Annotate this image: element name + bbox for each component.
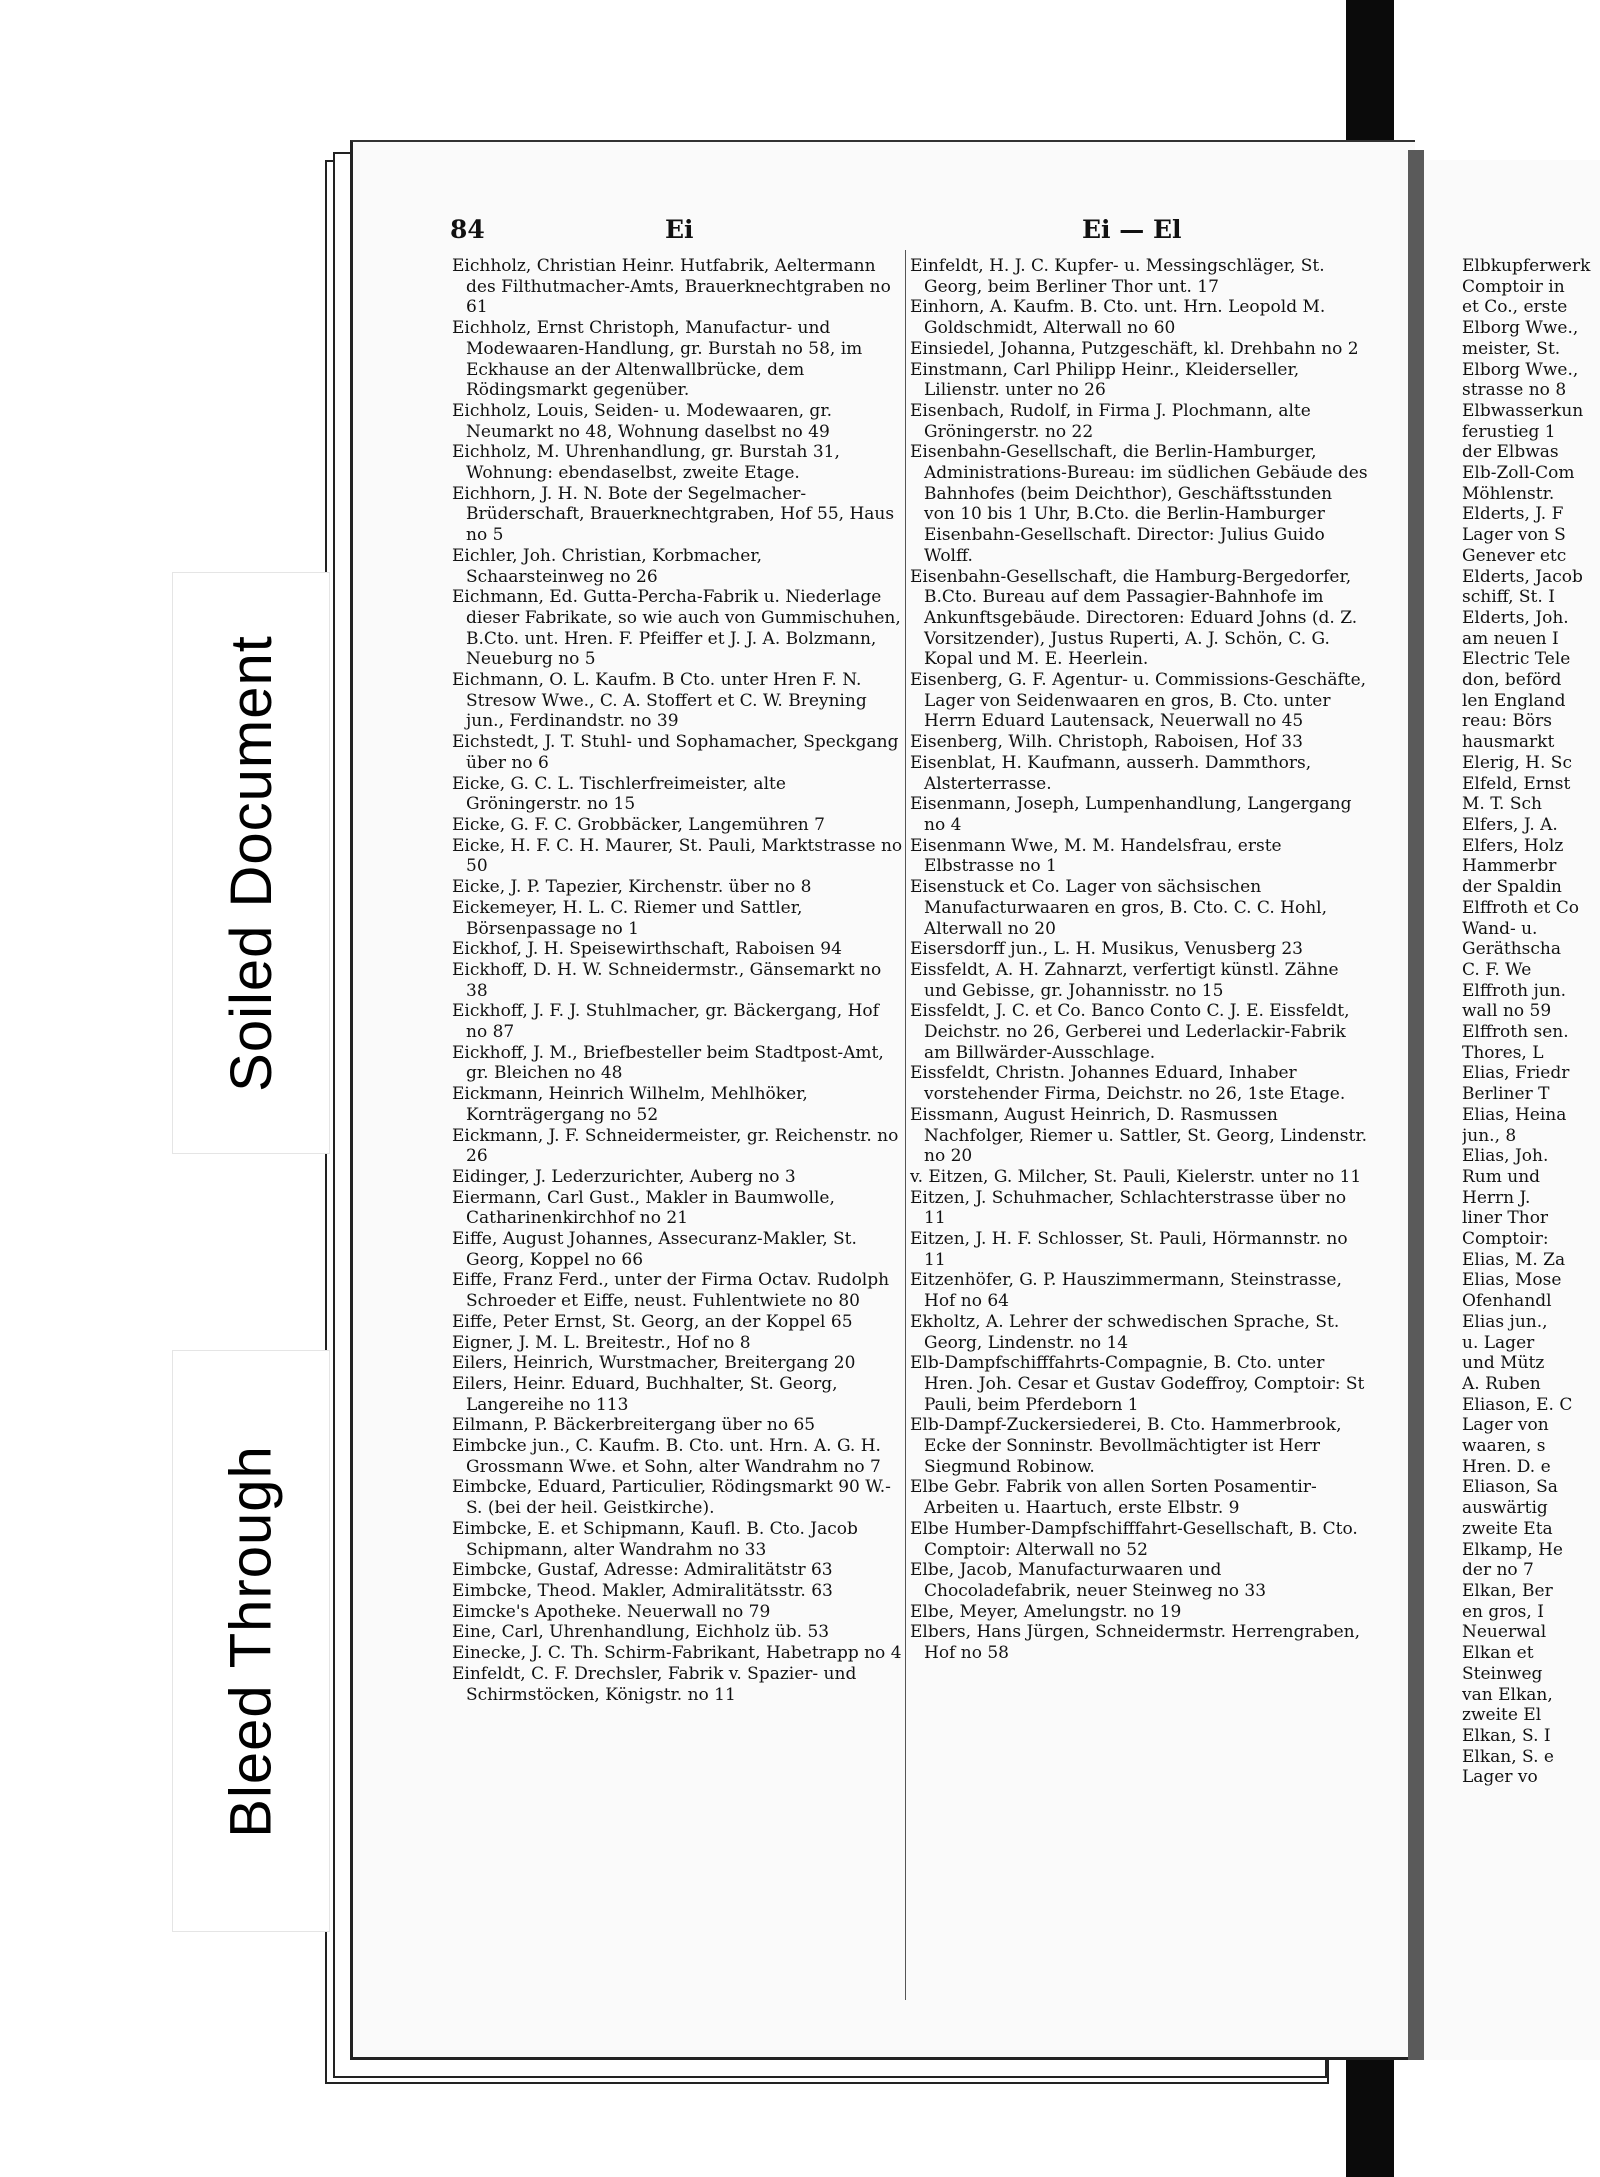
directory-entry: Eliason, E. C: [1462, 1394, 1573, 1415]
directory-entry: am neuen I: [1462, 628, 1559, 649]
book-gutter: [1408, 150, 1424, 2060]
directory-entry: Eidinger, J. Lederzurichter, Auberg no 3: [452, 1166, 796, 1187]
column-divider: [905, 250, 906, 2000]
directory-entry: Eickhof, J. H. Speisewirthschaft, Raboisen 94: [452, 939, 842, 960]
directory-entry: Elfers, J. A.: [1462, 814, 1558, 835]
directory-entry: Elb-Dampfschifffahrts-Compagnie, B. Cto. unter Hren. Joh. Cesar et Gustav Godeffroy, Comptoir: St Pauli, beim Pferdeborn 1: [910, 1353, 1365, 1415]
directory-entry: Einstmann, Carl Philipp Heinr., Kleiderseller, Lilienstr. unter no 26: [910, 359, 1300, 401]
bleed-through-text: Bleed Through: [218, 1444, 284, 1838]
directory-entry: Eisenblat, H. Kaufmann, ausserh. Dammthors, Alsterterrasse.: [910, 752, 1312, 794]
directory-entry: zweite Eta: [1462, 1518, 1553, 1539]
directory-entry: Eisenstuck et Co. Lager von sächsischen Manufacturwaaren en gros, B. Cto. C. C. Hohl, Alterwall no 20: [910, 877, 1327, 939]
directory-entry: Elias, M. Za: [1462, 1249, 1566, 1270]
directory-entry: Eimbcke, Gustaf, Adresse: Admiralitätstr 63: [452, 1560, 833, 1581]
directory-entry: Eiermann, Carl Gust., Makler in Baumwolle, Catharinenkirchhof no 21: [452, 1187, 835, 1229]
directory-entry: v. Eitzen, G. Milcher, St. Pauli, Kielerstr. unter no 11: [910, 1166, 1362, 1187]
directory-entry: Einsiedel, Johanna, Putzgeschäft, kl. Drehbahn no 2: [910, 338, 1359, 359]
directory-entry: Elkan et: [1462, 1643, 1534, 1664]
directory-entry: Geräthscha: [1462, 939, 1562, 960]
directory-entry: Herrn J.: [1462, 1187, 1531, 1208]
directory-entry: Lager von S: [1462, 525, 1566, 546]
directory-entry: Elkan, S. e: [1462, 1746, 1554, 1767]
directory-entry: hausmarkt: [1462, 732, 1555, 753]
directory-entry: A. Ruben: [1462, 1373, 1541, 1394]
directory-entry: Eissfeldt, J. C. et Co. Banco Conto C. J. E. Eissfeldt, Deichstr. no 26, Gerberei und Lederlackir-Fabrik am Billwärder-Ausschlage.: [910, 1001, 1350, 1063]
directory-entry: schiff, St. I: [1462, 587, 1555, 608]
directory-entry: und Mütz: [1462, 1353, 1545, 1374]
bleed-through-label: [172, 1350, 330, 1932]
directory-entry: Eisenbahn-Gesellschaft, die Berlin-Hamburger, Administrations-Bureau: im südlichen Gebäude des Bahnhofes (beim Deichthor), Geschäftsstunden von 10 bis 1 Uhr, B.Cto. die Berlin-Hamburger Eisenbahn-Gesellschaft. Director: Julius Guido Wolff.: [910, 442, 1368, 566]
directory-column-facing-page: [1462, 256, 1600, 1788]
directory-entry: Eimbcke, Eduard, Particulier, Rödingsmarkt 90 W.-S. (bei der heil. Geistkirche).: [452, 1477, 891, 1519]
directory-entry: Electric Tele: [1462, 649, 1571, 670]
directory-entry: Eichholz, Louis, Seiden- u. Modewaaren, gr. Neumarkt no 48, Wohnung daselbst no 49: [452, 400, 832, 442]
directory-entry: Eichholz, M. Uhrenhandlung, gr. Burstah 31, Wohnung: ebendaselbst, zweite Etage.: [452, 442, 840, 484]
directory-entry: der Spaldin: [1462, 877, 1562, 898]
directory-entry: Lager vo: [1462, 1767, 1538, 1788]
directory-entry: Eisersdorff jun., L. H. Musikus, Venusberg 23: [910, 939, 1304, 960]
directory-entry: Eimcke's Apotheke. Neuerwall no 79: [452, 1601, 771, 1622]
scan-edge-shadow-bottom: [1346, 2050, 1394, 2177]
directory-entry: Eigner, J. M. L. Breitestr., Hof no 8: [452, 1332, 751, 1353]
directory-entry: Elias jun.,: [1462, 1311, 1548, 1332]
directory-entry: don, beförd: [1462, 670, 1562, 691]
directory-entry: Elderts, Joh.: [1462, 607, 1569, 628]
directory-entry: Elb-Zoll-Com: [1462, 463, 1575, 484]
directory-entry: Einecke, J. C. Th. Schirm-Fabrikant, Habetrapp no 4: [452, 1643, 902, 1664]
directory-entry: Einhorn, A. Kaufm. B. Cto. unt. Hrn. Leopold M. Goldschmidt, Alterwall no 60: [910, 297, 1326, 339]
directory-entry: Elias, Mose: [1462, 1270, 1562, 1291]
directory-entry: Eichholz, Ernst Christoph, Manufactur- und Modewaaren-Handlung, gr. Burstah no 58, im Eckhause an der Altenwallbrücke, dem Rödingsmarkt gegenüber.: [452, 318, 863, 401]
directory-entry: Eisenmann Wwe, M. M. Handelsfrau, erste Elbstrasse no 1: [910, 835, 1282, 877]
directory-entry: der Elbwas: [1462, 442, 1559, 463]
directory-entry: Einfeldt, C. F. Drechsler, Fabrik v. Spazier- und Schirmstöcken, Königstr. no 11: [452, 1663, 857, 1705]
directory-entry: Eichmann, Ed. Gutta-Percha-Fabrik u. Niederlage dieser Fabrikate, so wie auch von Gummischuhen, B.Cto. unt. Hren. F. Pfeiffer et J. J. A. Bolzmann, Neueburg no 5: [452, 587, 901, 670]
directory-entry: Elffroth sen.: [1462, 1022, 1569, 1043]
directory-column-left: [452, 256, 904, 1705]
directory-entry: Eisenmann, Joseph, Lumpenhandlung, Langergang no 4: [910, 794, 1352, 835]
running-head-right: Ei — El: [1082, 215, 1182, 244]
directory-entry: Steinweg: [1462, 1663, 1543, 1684]
directory-entry: Eisenberg, Wilh. Christoph, Raboisen, Hof 33: [910, 732, 1303, 753]
directory-entry: auswärtig: [1462, 1498, 1548, 1519]
directory-entry: Elborg Wwe.,: [1462, 318, 1579, 339]
directory-entry: Elkan, S. I: [1462, 1725, 1551, 1746]
directory-entry: Eiffe, Franz Ferd., unter der Firma Octav. Rudolph Schroeder et Eiffe, neust. Fuhlentwiete no 80: [452, 1270, 890, 1312]
directory-entry: Elias, Joh.: [1462, 1146, 1549, 1167]
directory-entry: Eickmann, Heinrich Wilhelm, Mehlhöker, Kornträgergang no 52: [452, 1084, 808, 1125]
directory-entry: jun., 8: [1462, 1125, 1517, 1146]
directory-entry: Eliason, Sa: [1462, 1477, 1558, 1498]
directory-entry: Elkan, Ber: [1462, 1581, 1553, 1601]
directory-entry: u. Lager: [1462, 1332, 1535, 1353]
directory-entry: Elerig, H. Sc: [1462, 752, 1572, 773]
directory-entry: Eicke, G. C. L. Tischlerfreimeister, alte Gröningerstr. no 15: [452, 773, 786, 815]
directory-entry: Eilers, Heinrich, Wurstmacher, Breitergang 20: [452, 1353, 856, 1374]
directory-entry: Elborg Wwe.,: [1462, 359, 1579, 380]
directory-entry: Genever etc: [1462, 545, 1567, 566]
directory-entry: Eichholz, Christian Heinr. Hutfabrik, Aeltermann des Filthutmacher-Amts, Brauerknechtgraben no 61: [452, 256, 891, 318]
directory-entry: ferustieg 1: [1462, 421, 1556, 442]
directory-entry: Eichstedt, J. T. Stuhl- und Sophamacher, Speckgang über no 6: [452, 732, 899, 773]
directory-entry: Elbe Gebr. Fabrik von allen Sorten Posamentir-Arbeiten u. Haartuch, erste Elbstr. 9: [910, 1477, 1317, 1519]
directory-entry: zweite El: [1462, 1705, 1542, 1726]
directory-entry: Elbe Humber-Dampfschifffahrt-Gesellschaft, B. Cto. Comptoir: Alterwall no 52: [910, 1518, 1358, 1560]
directory-entry: Elderts, J. F: [1462, 504, 1564, 525]
directory-entry: Eicke, H. F. C. H. Maurer, St. Pauli, Marktstrasse no 50: [452, 835, 903, 877]
directory-entry: Eichmann, O. L. Kaufm. B Cto. unter Hren F. N. Stresow Wwe., C. A. Stoffert et C. W. Breyning jun., Ferdinandstr. no 39: [452, 670, 867, 732]
directory-entry: Elias, Heina: [1462, 1104, 1567, 1125]
directory-entry: Elbkupferwerk: [1462, 256, 1591, 276]
directory-entry: Eimbcke, E. et Schipmann, Kaufl. B. Cto. Jacob Schipmann, alter Wandrahm no 33: [452, 1518, 858, 1560]
directory-entry: Eisenbahn-Gesellschaft, die Hamburg-Bergedorfer, B.Cto. Bureau auf dem Passagier-Bahnhofe im Ankunftsgebäude. Directoren: Eduard Johns (d. Z. Vorsitzender), Justus Ruperti, A. J. Schön, C. G. Kopal und M. E. Heerlein.: [910, 566, 1358, 670]
directory-entry: Eissfeldt, A. H. Zahnarzt, verfertigt künstl. Zähne und Gebisse, gr. Johannisstr. no 15: [910, 959, 1339, 1001]
directory-entry: Eisenberg, G. F. Agentur- u. Commissions-Geschäfte, Lager von Seidenwaaren en gros, B. Cto. unter Herrn Eduard Lautensack, Neuerwall no 45: [910, 670, 1367, 732]
directory-entry: Eitzenhöfer, G. P. Hauszimmermann, Steinstrasse, Hof no 64: [910, 1270, 1342, 1312]
directory-entry: Ekholtz, A. Lehrer der schwedischen Sprache, St. Georg, Lindenstr. no 14: [910, 1311, 1340, 1353]
directory-entry: Elffroth et Co: [1462, 897, 1580, 918]
directory-entry: Eimbcke, Theod. Makler, Admiralitätsstr. 63: [452, 1581, 833, 1601]
directory-entry: Comptoir:: [1462, 1229, 1549, 1250]
directory-entry: Wand- u.: [1462, 918, 1538, 939]
directory-entry: Elfeld, Ernst: [1462, 773, 1571, 794]
directory-entry: Einfeldt, H. J. C. Kupfer- u. Messingschläger, St. Georg, beim Berliner Thor unt. 17: [910, 256, 1325, 297]
directory-column-middle: [910, 256, 1368, 1664]
directory-entry: Comptoir in: [1462, 276, 1565, 297]
directory-entry: Eilers, Heinr. Eduard, Buchhalter, St. Georg, Langereihe no 113: [452, 1373, 838, 1415]
running-head-left: Ei: [665, 215, 694, 244]
soiled-document-label: [172, 572, 330, 1154]
directory-entry: Hren. D. e: [1462, 1456, 1551, 1477]
directory-entry: der no 7: [1462, 1560, 1534, 1581]
directory-entry: Eickhoff, D. H. W. Schneidermstr., Gänsemarkt no 38: [452, 959, 882, 1001]
directory-entry: len England: [1462, 690, 1566, 711]
directory-entry: Elbers, Hans Jürgen, Schneidermstr. Herrengraben, Hof no 58: [910, 1622, 1361, 1664]
directory-entry: Eickemeyer, H. L. C. Riemer und Sattler, Börsenpassage no 1: [452, 897, 803, 939]
directory-entry: Elffroth jun.: [1462, 980, 1567, 1001]
directory-entry: Elkamp, He: [1462, 1539, 1563, 1560]
directory-entry: et Co., erste: [1462, 297, 1568, 318]
directory-entry: M. T. Sch: [1462, 794, 1542, 815]
directory-entry: Eisenbach, Rudolf, in Firma J. Plochmann, alte Gröningerstr. no 22: [910, 400, 1311, 442]
directory-entry: Neuerwal: [1462, 1622, 1547, 1643]
directory-entry: Lager von: [1462, 1415, 1549, 1436]
directory-entry: Elb-Dampf-Zuckersiederei, B. Cto. Hammerbrook, Ecke der Sonninstr. Bevollmächtigter ist Herr Siegmund Robinow.: [910, 1415, 1342, 1477]
directory-entry: Ofenhandl: [1462, 1291, 1552, 1312]
directory-entry: Eiffe, August Johannes, Assecuranz-Makler, St. Georg, Koppel no 66: [452, 1229, 857, 1270]
directory-entry: Eiffe, Peter Ernst, St. Georg, an der Koppel 65: [452, 1311, 853, 1332]
directory-entry: strasse no 8: [1462, 380, 1567, 401]
directory-entry: Elbe, Jacob, Manufacturwaaren und Chocoladefabrik, neuer Steinweg no 33: [910, 1560, 1267, 1601]
directory-entry: Eissmann, August Heinrich, D. Rasmussen Nachfolger, Riemer u. Sattler, St. Georg, Lindenstr. no 20: [910, 1104, 1367, 1167]
directory-entry: Hammerbr: [1462, 856, 1557, 877]
directory-entry: Thores, L: [1462, 1042, 1544, 1063]
directory-entry: Eichler, Joh. Christian, Korbmacher, Schaarsteinweg no 26: [452, 545, 763, 587]
directory-entry: Eine, Carl, Uhrenhandlung, Eichholz üb. 53: [452, 1622, 830, 1643]
soiled-document-text: Soiled Document: [218, 634, 284, 1092]
directory-entry: wall no 59: [1462, 1001, 1552, 1022]
directory-entry: Eickmann, J. F. Schneidermeister, gr. Reichenstr. no 26: [452, 1125, 899, 1167]
directory-entry: Elbwasserkun: [1462, 400, 1584, 421]
directory-entry: van Elkan,: [1462, 1684, 1553, 1705]
directory-entry: Elderts, Jacob: [1462, 566, 1583, 587]
directory-entry: Eicke, J. P. Tapezier, Kirchenstr. über no 8: [452, 877, 812, 898]
directory-entry: Elfers, Holz: [1462, 835, 1564, 856]
directory-entry: waaren, s: [1462, 1436, 1546, 1457]
directory-entry: reau: Börs: [1462, 711, 1552, 732]
directory-entry: Eitzen, J. H. F. Schlosser, St. Pauli, Hörmannstr. no 11: [910, 1229, 1348, 1270]
directory-entry: meister, St.: [1462, 338, 1561, 359]
directory-entry: liner Thor: [1462, 1208, 1549, 1229]
directory-entry: Eissfeldt, Christn. Johannes Eduard, Inhaber vorstehender Firma, Deichstr. no 26, 1ste Etage.: [910, 1063, 1346, 1105]
directory-entry: Eimbcke jun., C. Kaufm. B. Cto. unt. Hrn. A. G. H. Grossmann Wwe. et Sohn, alter Wandrahm no 7: [452, 1436, 881, 1477]
directory-entry: Eicke, G. F. C. Grobbäcker, Langemühren 7: [452, 814, 825, 835]
scan-edge-shadow-top: [1346, 0, 1394, 150]
directory-entry: Eitzen, J. Schuhmacher, Schlachterstrasse über no 11: [910, 1187, 1347, 1229]
directory-entry: Rum und: [1462, 1166, 1541, 1187]
directory-entry: Elias, Friedr: [1462, 1063, 1570, 1084]
directory-entry: Eickhoff, J. M., Briefbesteller beim Stadtpost-Amt, gr. Bleichen no 48: [452, 1042, 884, 1084]
directory-entry: Möhlenstr.: [1462, 483, 1555, 504]
directory-entry: C. F. We: [1462, 959, 1532, 980]
directory-entry: Eickhoff, J. F. J. Stuhlmacher, gr. Bäckergang, Hof no 87: [452, 1001, 879, 1043]
directory-entry: Eichhorn, J. H. N. Bote der Segelmacher-Brüderschaft, Brauerknechtgraben, Hof 55, Haus no 5: [452, 483, 895, 546]
directory-entry: en gros, I: [1462, 1601, 1544, 1622]
page-number: 84: [450, 215, 485, 244]
directory-entry: Berliner T: [1462, 1084, 1550, 1105]
directory-entry: Elbe, Meyer, Amelungstr. no 19: [910, 1601, 1182, 1622]
directory-entry: Eilmann, P. Bäckerbreitergang über no 65: [452, 1415, 816, 1436]
